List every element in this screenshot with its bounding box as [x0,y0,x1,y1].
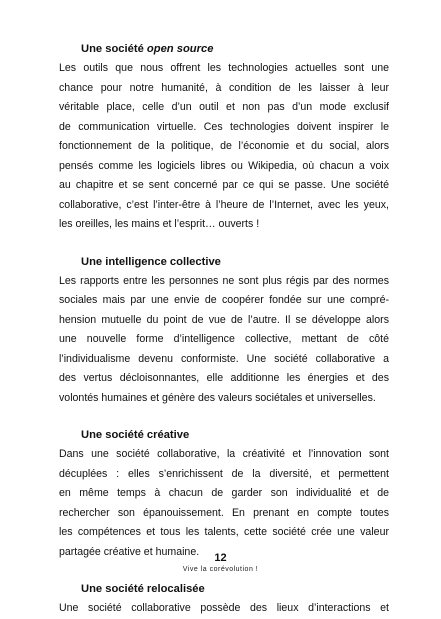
text-line: décuplées : elles s’enrichissent de la diversité, et permettent [59,467,389,480]
text-line: véritable place, celle d’un outil et non pas d’un mode exclusif [59,101,389,113]
running-footer: Vive la corévolution ! [182,566,259,573]
text-line: Les rapports entre les personnes ne sont plus régis par des normes [59,274,389,287]
text-line: des vertus décloisonnantes, elle additionne les énergies et des [59,372,389,384]
section-heading: Une société créative [81,429,190,441]
text-line: l’individualisme devenu conformiste. Une société collaborative a [59,352,389,365]
text-line: Une société collaborative possède des lieux d’interactions et [59,602,389,614]
text-line: partagée créative et humaine. [59,545,200,558]
text-line: chance pour notre humanité, à condition de les laisser à leur [59,81,389,94]
section-heading: Une société relocalisée [81,583,205,595]
text-line: rechercher son épanouissement. En prenant en compte toutes [59,506,389,519]
heading-emphasis: open source [146,43,214,55]
text-line: Dans une société collaborative, la créativité et l’innovation sont [59,448,389,460]
section-creative [59,426,389,562]
section-relocalized [59,580,389,619]
text-line: hension mutuelle du point de vue de l’autre. Il se développe alors [59,313,389,326]
section-open-source [59,40,389,235]
text-line: collaborative, c’est l’inter-être à l’heure de l’Internet, avec les yeux, [59,198,389,211]
section-collective-intelligence [59,253,389,409]
section-paragraph [59,272,389,409]
section-heading [81,40,389,59]
text-line: une nouvelle forme d’intelligence collective, mettant de côté [59,333,389,345]
section-paragraph [59,445,389,562]
text-line: les compétences et tous les talents, cette société crée une valeur [59,526,389,538]
page-number: 12 [214,552,227,564]
text-line: au chapitre et se sent concerné par ce qui se passe. Une société [59,179,389,191]
section-heading: Une intelligence collective [81,255,221,268]
section-gap [59,408,389,426]
section-gap [59,235,389,253]
page-body [59,40,389,619]
section-paragraph [59,59,389,235]
text-line: sociales mais par une envie de coopérer fondée sur une compré- [59,294,389,306]
text-line: Les outils que nous offrent les technologies actuelles sont une [59,62,389,74]
text-line: les oreilles, les mains et l’esprit… ouverts ! [59,218,260,230]
text-line: fonctionnement de la politique, de l’économie et du social, alors [59,140,389,152]
text-line: en même temps à chacun de garder son individualité et de [59,487,389,499]
heading-prefix: Une société [81,43,147,55]
text-line: volontés humaines et génère des valeurs sociétales et universelles. [59,391,376,404]
text-line: de communication virtuelle. Ces technologies doivent inspirer le [59,120,389,133]
text-line: pensés comme les logiciels libres ou Wikipedia, où chacun a voix [59,159,389,172]
section-paragraph [59,599,389,619]
